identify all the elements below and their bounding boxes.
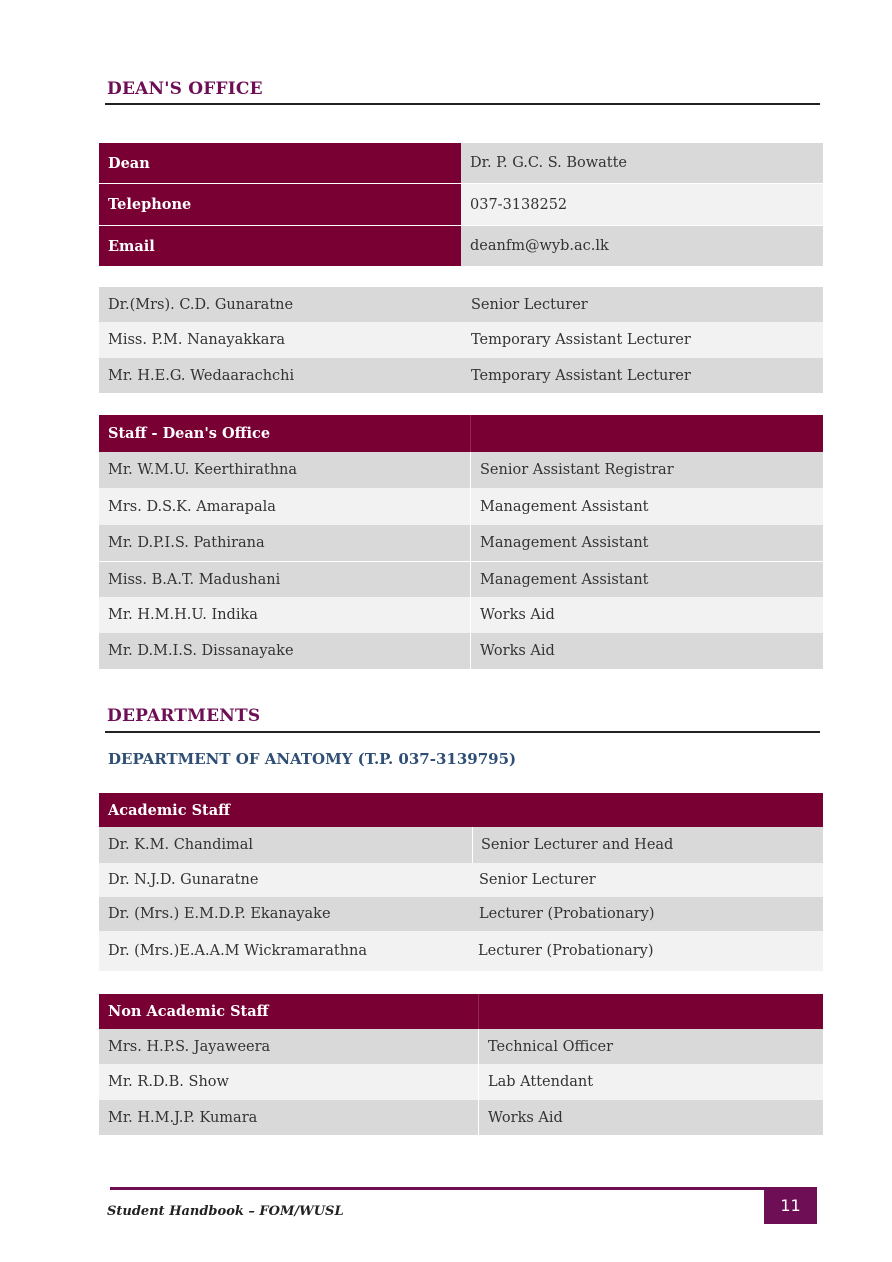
staff-name: Miss. P.M. Nanayakkara [108, 332, 286, 348]
staff-name: Mr. D.M.I.S. Dissanayake [99, 633, 471, 669]
staff-name: Miss. B.A.T. Madushani [99, 562, 471, 597]
section-heading-deans-office: DEAN'S OFFICE [107, 79, 263, 99]
staff-name: Dr.(Mrs). C.D. Gunaratne [108, 296, 294, 313]
table-row [99, 597, 823, 633]
heading-rule [105, 103, 820, 105]
contact-label: Telephone [99, 184, 461, 225]
contact-value: 037-3138252 [461, 184, 823, 225]
footer-title: Student Handbook – FOM/WUSL [107, 1204, 344, 1219]
staff-role: Management Assistant [480, 571, 649, 588]
staff-name: Mr. R.D.B. Show [99, 1064, 479, 1100]
anatomy-non-academic-table [99, 994, 823, 1135]
table-row [99, 931, 823, 971]
table-row [99, 633, 823, 669]
section-heading-departments: DEPARTMENTS [107, 706, 261, 726]
table-row [99, 863, 823, 897]
staff-role: Management Assistant [480, 498, 649, 515]
table-header-row [99, 994, 823, 1029]
table-row [99, 525, 823, 561]
table-row [99, 184, 823, 225]
table-row [99, 827, 823, 863]
staff-role: Lecturer (Probationary) [479, 906, 655, 922]
table-row [99, 488, 823, 525]
footer-rule [110, 1187, 766, 1190]
page-number: 11 [764, 1187, 817, 1224]
staff-role: Lecturer (Probationary) [478, 943, 654, 959]
table-header-row [99, 793, 823, 827]
table-row [99, 1100, 823, 1135]
table-header-empty [471, 415, 823, 452]
staff-name: Mrs. D.S.K. Amarapala [99, 488, 471, 525]
table-row [99, 452, 823, 488]
dean-lecturers-table [99, 287, 823, 393]
table-row [99, 1029, 823, 1064]
table-row [99, 1064, 823, 1100]
staff-role: Lab Attendant [488, 1074, 594, 1090]
staff-role: Senior Lecturer and Head [481, 837, 674, 853]
table-row [99, 358, 823, 393]
staff-name: Mr. W.M.U. Keerthirathna [99, 452, 471, 488]
staff-name: Mrs. H.P.S. Jayaweera [99, 1029, 479, 1064]
contact-value[interactable]: deanfm@wyb.ac.lk [461, 226, 823, 266]
staff-name: Mr. H.M.J.P. Kumara [99, 1100, 479, 1135]
staff-role: Works Aid [480, 643, 555, 659]
table-row [99, 287, 823, 322]
staff-role: Temporary Assistant Lecturer [471, 367, 691, 384]
staff-name: Dr. (Mrs.) E.M.D.P. Ekanayake [108, 906, 331, 922]
staff-role: Management Assistant [480, 535, 649, 551]
staff-role: Technical Officer [488, 1038, 614, 1055]
staff-name: Dr. K.M. Chandimal [99, 827, 473, 863]
table-header: Staff - Dean's Office [99, 415, 471, 452]
table-header: Non Academic Staff [99, 994, 479, 1029]
staff-role: Temporary Assistant Lecturer [471, 332, 691, 348]
staff-name: Dr. (Mrs.)E.A.A.M Wickramarathna [108, 943, 368, 959]
staff-role: Senior Lecturer [479, 872, 596, 888]
staff-name: Mr. D.P.I.S. Pathirana [99, 525, 471, 561]
staff-role: Works Aid [488, 1109, 563, 1126]
table-header-row [99, 415, 823, 452]
dean-staff-table [99, 415, 823, 669]
table-row [99, 143, 823, 183]
contact-value: Dr. P. G.C. S. Bowatte [461, 143, 823, 183]
heading-rule [105, 731, 820, 733]
contact-label: Email [99, 226, 461, 266]
anatomy-academic-table [99, 793, 823, 971]
dean-contact-table [99, 143, 823, 266]
table-row [99, 561, 823, 597]
table-row [99, 322, 823, 358]
table-row [99, 226, 823, 266]
staff-name: Dr. N.J.D. Gunaratne [108, 872, 259, 888]
table-row [99, 897, 823, 931]
staff-role: Senior Assistant Registrar [480, 462, 674, 478]
table-header: Academic Staff [99, 793, 823, 827]
staff-role: Senior Lecturer [471, 296, 588, 313]
staff-name: Mr. H.E.G. Wedaarachchi [108, 367, 295, 384]
department-title: DEPARTMENT OF ANATOMY (T.P. 037-3139795) [108, 750, 517, 768]
staff-role: Works Aid [480, 607, 555, 623]
contact-label: Dean [99, 143, 461, 183]
table-header-empty [479, 994, 823, 1029]
staff-name: Mr. H.M.H.U. Indika [99, 597, 471, 633]
